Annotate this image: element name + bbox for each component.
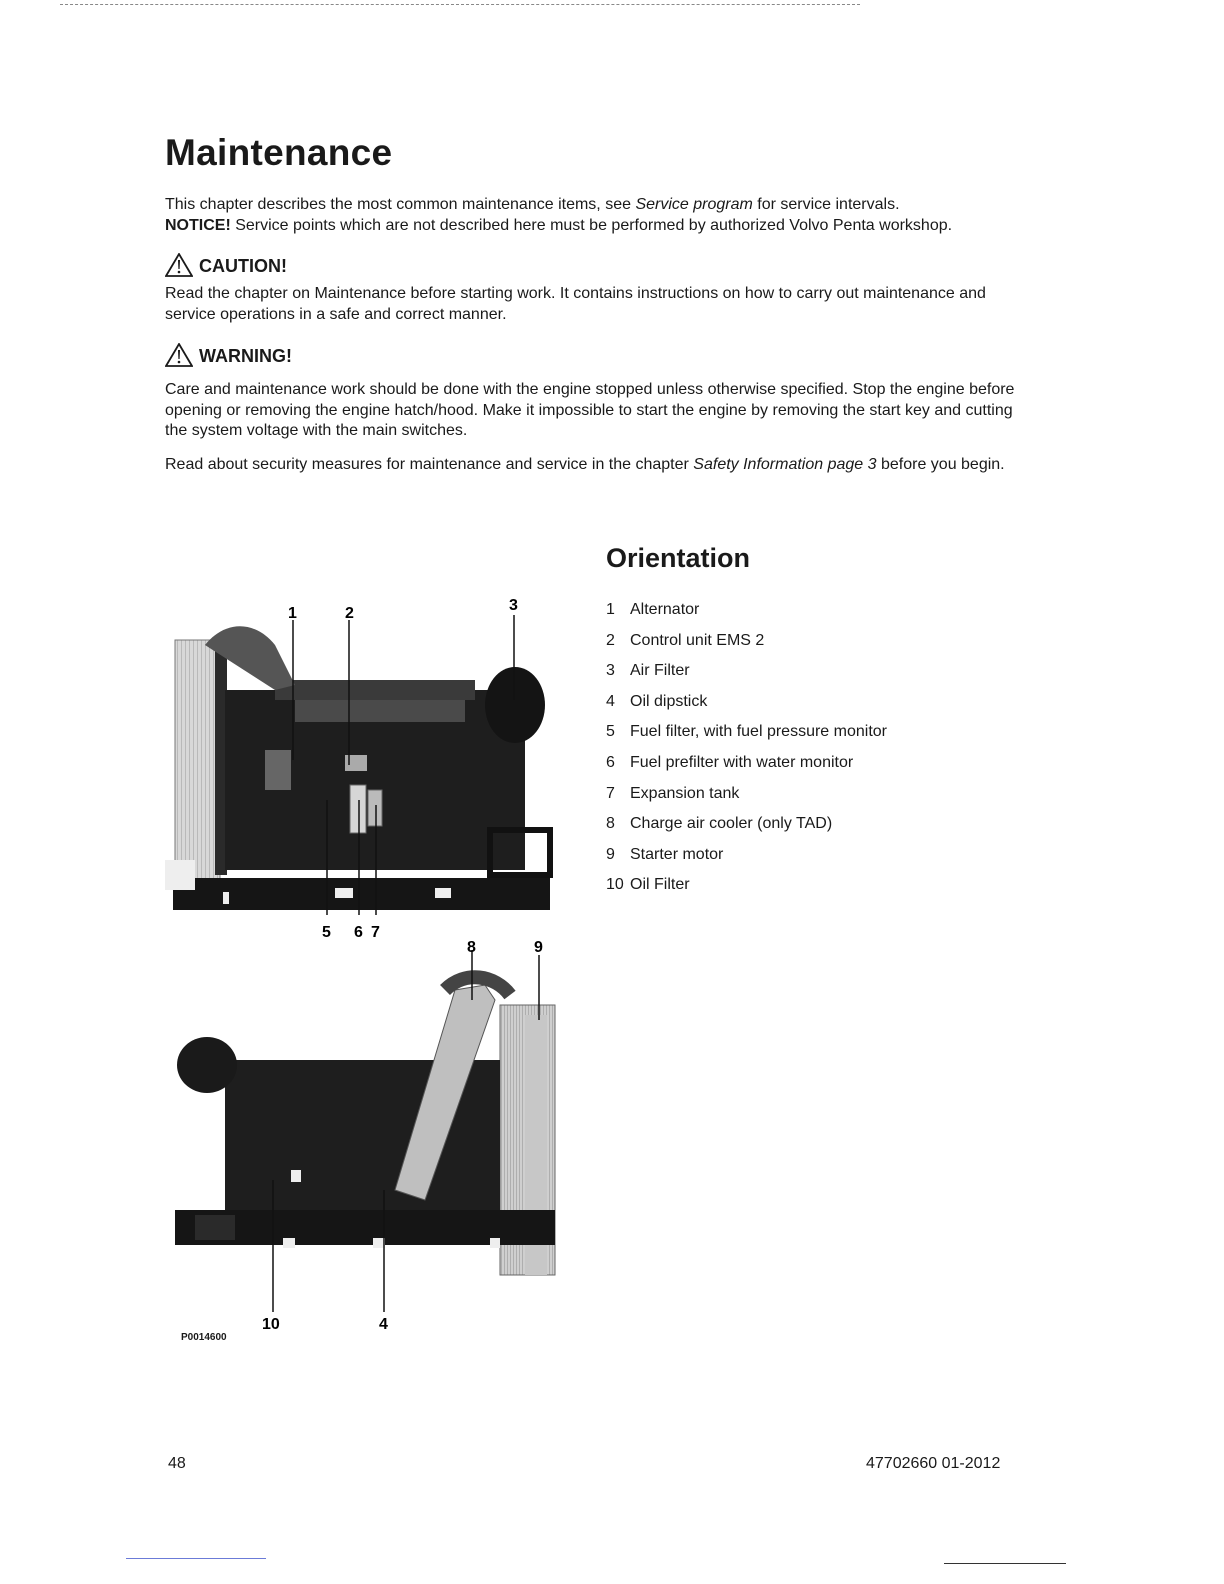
callout-10: 10 [262, 1316, 280, 1333]
service-program-link[interactable]: Service program [635, 196, 753, 213]
intro-text-end: for service intervals. [752, 196, 900, 213]
list-item: 7 Expansion tank [606, 784, 740, 802]
caution-heading [165, 253, 287, 277]
callout-2: 2 [345, 605, 354, 622]
callout-4: 4 [379, 1316, 388, 1333]
engine-orientation-figure [165, 590, 565, 1350]
security-text: Read about security measures for maintenance and service in the chapter [165, 456, 694, 473]
security-text-end: before you begin. [876, 456, 1005, 473]
warning-triangle-icon [165, 343, 193, 367]
list-item: 10 Oil Filter [606, 876, 690, 894]
safety-information-link[interactable]: Safety Information page 3 [693, 456, 877, 473]
warning-heading [165, 343, 292, 367]
intro-paragraph [165, 195, 1015, 236]
warning-triangle-icon [165, 253, 193, 277]
callout-1: 1 [288, 605, 297, 622]
callout-9: 9 [534, 939, 543, 956]
intro-text: This chapter describes the most common maintenance items, see [165, 196, 636, 213]
warning-label: WARNING! [199, 346, 292, 366]
top-scan-rule [60, 4, 860, 5]
document-id: 47702660 01-2012 [866, 1455, 1001, 1472]
bottom-rule-left [126, 1558, 266, 1559]
callout-6: 6 [354, 924, 363, 941]
list-item: 2 Control unit EMS 2 [606, 631, 765, 649]
callout-8: 8 [467, 939, 476, 956]
list-item: 6 Fuel prefilter with water monitor [606, 753, 854, 771]
engine-view-bottom [175, 977, 555, 1275]
security-paragraph [165, 455, 1015, 476]
notice-label: NOTICE! [165, 216, 231, 234]
engine-frame [173, 878, 550, 910]
caution-label: CAUTION! [199, 256, 287, 276]
notice-text: Service points which are not described here must be performed by authorized Volvo Penta workshop. [230, 216, 953, 234]
list-item: 1 Alternator [606, 601, 700, 618]
caution-text: Read the chapter on Maintenance before starting work. It contains instructions on how to carry out maintenance and service operations in a safe and correct manner. [165, 285, 986, 323]
list-item: 5 Fuel filter, with fuel pressure monitor [606, 723, 887, 741]
list-item: 4 Oil dipstick [606, 692, 708, 710]
callout-7: 7 [371, 924, 380, 941]
orientation-heading: Orientation [606, 543, 751, 573]
list-item: 9 Starter motor [606, 845, 724, 863]
callout-3: 3 [509, 597, 518, 614]
orientation-list [606, 600, 887, 906]
page-number: 48 [168, 1455, 186, 1472]
radiator [175, 640, 220, 880]
warning-text: Care and maintenance work should be done with the engine stopped unless otherwise specified. Stop the engine before opening or removing the engine hatch/hood. Make it impossible to start the engine by removing the start key and cutting the system voltage with the main switches. [165, 381, 1015, 439]
bottom-rule-right [944, 1563, 1066, 1564]
page-title: Maintenance [165, 132, 393, 173]
air-filter-shape [485, 667, 545, 743]
figure-code: P0014600 [181, 1332, 227, 1343]
list-item: 3 Air Filter [606, 662, 690, 680]
list-item: 8 Charge air cooler (only TAD) [606, 815, 833, 833]
callout-5: 5 [322, 924, 331, 941]
engine-view-top [165, 626, 550, 910]
